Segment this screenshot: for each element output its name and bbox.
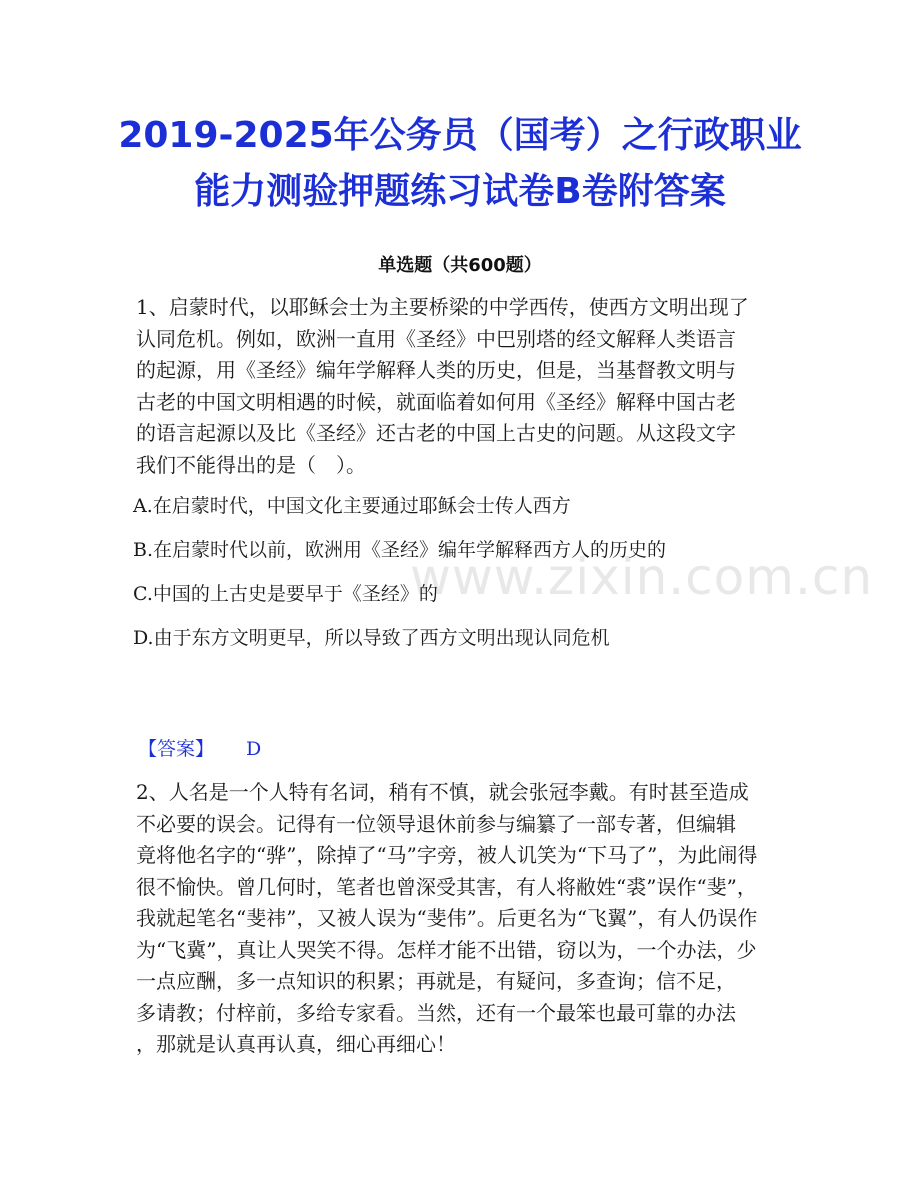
document-title (60, 108, 860, 220)
question-1-line: 认同危机。例如，欧洲一直用《圣经》中巴别塔的经文解释人类语言 (136, 326, 736, 351)
question-2-line: 为“飞冀”，真让人哭笑不得。怎样才能不出错，窃以为，一个办法，少 (136, 937, 757, 962)
question-2-line: 竟将他名字的“骅”，除掉了“马”字旁，被人讥笑为“下马了”，为此闹得 (136, 843, 758, 867)
question-2-line: 很不愉快。曾几何时，笔者也曾深受其害，有人将敝姓“裘”误作“斐”， (136, 874, 757, 899)
question-1-line: 我们不能得出的是（ ）。 (136, 452, 366, 477)
section-heading: 单选题（共600题） (378, 255, 542, 276)
answer-1 (138, 735, 261, 763)
question-2-line: 2、人名是一个人特有名词，稍有不慎，就会张冠李戴。有时甚至造成 (136, 780, 749, 804)
question-2-stem (136, 777, 796, 1061)
option-c: C.中国的上古史是要早于《圣经》的 (133, 583, 438, 605)
answer-value: D (246, 738, 262, 760)
question-2-line: ，那就是认真再认真，细心再细心！ (136, 1032, 456, 1056)
question-2-line: 多请教；付梓前，多给专家看。当然，还有一个最笨也最可靠的办法 (136, 1000, 736, 1025)
option-a: A.在启蒙时代，中国文化主要通过耶稣会士传人西方 (133, 495, 571, 517)
question-2-line: 不必要的误会。记得有一位领导退休前参与编纂了一部专著，但编辑 (136, 811, 736, 836)
option-d: D.由于东方文明更早，所以导致了西方文明出现认同危机 (133, 627, 610, 649)
question-1-line: 古老的中国文明相遇的时候，就面临着如何用《圣经》解释中国古老 (136, 389, 736, 414)
option-b: B.在启蒙时代以前，欧洲用《圣经》编年学解释西方人的历史的 (133, 539, 667, 561)
watermark: www.zixin.com.cn (410, 548, 874, 606)
question-1-line: 的起源，用《圣经》编年学解释人类的历史，但是，当基督教文明与 (136, 358, 736, 382)
question-1-stem (136, 292, 786, 481)
title-line-2: 能力测验押题练习试卷B卷附答案 (194, 171, 726, 212)
title-line-1: 2019-2025年公务员（国考）之行政职业 (118, 115, 802, 156)
question-1-line: 1、启蒙时代，以耶稣会士为主要桥梁的中学西传，使西方文明出现了 (136, 295, 749, 319)
answer-label: 【答案】 (138, 738, 215, 760)
question-1-line: 的语言起源以及比《圣经》还古老的中国上古史的问题。从这段文字 (136, 421, 736, 445)
question-2-line: 我就起笔名“斐祎”，又被人误为“斐伟”。后更名为“飞翼”，有人仍误作 (136, 906, 758, 930)
question-2-line: 一点应酬，多一点知识的积累；再就是，有疑问，多查询；信不足， (136, 969, 736, 993)
